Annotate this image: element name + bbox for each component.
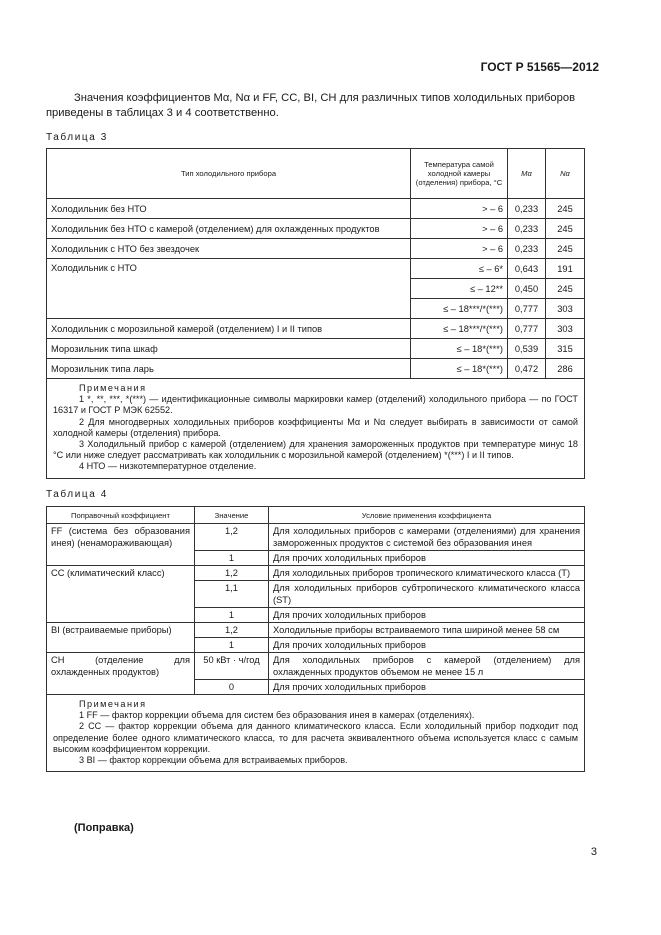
table-row — [47, 199, 585, 219]
row-temp: > – 6 — [411, 219, 508, 239]
row-temp: > – 6 — [411, 199, 508, 219]
table3-caption: Таблица 3 — [46, 132, 108, 143]
coef-value: 1,2 — [195, 623, 269, 638]
row-m: 0,643 — [508, 259, 546, 279]
col-header-type: Тип холодильного прибора — [47, 149, 411, 199]
row-temp: ≤ – 18***/*(***) — [411, 319, 508, 339]
col-header-m: Mα — [508, 149, 546, 199]
coef-condition: Для прочих холодильных приборов — [269, 638, 585, 653]
row-temp: ≤ – 18*(***) — [411, 359, 508, 379]
table-row — [47, 566, 585, 581]
coef-value: 1,2 — [195, 566, 269, 581]
coef-condition: Для холодильных приборов тропического климатического класса (Т) — [269, 566, 585, 581]
table-row — [47, 339, 585, 359]
note-item: 4 НТО — низкотемпературное отделение. — [79, 461, 257, 472]
note-item: 2 Для многодверных холодильных приборов коэффициенты Mα и Nα следует выбирать в зависимости от самой холодной камеры (отделения) прибора. — [53, 416, 578, 438]
table-row — [47, 259, 585, 279]
row-name: Морозильник типа шкаф — [47, 339, 411, 359]
row-temp: ≤ – 12** — [411, 279, 508, 299]
row-m: 0,233 — [508, 219, 546, 239]
intro-paragraph: Значения коэффициентов Mα, Nα и FF, CC, BI, CH для различных типов холодильных приборов приведены в таблицах 3 и 4 соответственно. — [46, 92, 576, 119]
col-header-coef: Поправочный коэффициент — [47, 507, 195, 524]
table-row — [47, 359, 585, 379]
row-name: Холодильник без НТО — [47, 199, 411, 219]
row-n: 286 — [546, 359, 585, 379]
table-row — [47, 623, 585, 638]
row-n: 245 — [546, 199, 585, 219]
coef-condition: Для прочих холодильных приборов — [269, 680, 585, 695]
coef-name: CH (отделение для охлажденных продуктов) — [47, 653, 195, 695]
row-n: 303 — [546, 299, 585, 319]
coef-value: 50 кВт · ч/год — [195, 653, 269, 680]
note-item: 3 BI — фактор коррекции объема для встраиваемых приборов. — [79, 755, 348, 766]
col-header-value: Значение — [195, 507, 269, 524]
coef-value: 1,2 — [195, 524, 269, 551]
col-header-n: Nα — [546, 149, 585, 199]
row-name: Холодильник с НТО без звездочек — [47, 239, 411, 259]
row-m: 0,233 — [508, 239, 546, 259]
row-m: 0,539 — [508, 339, 546, 359]
row-temp: > – 6 — [411, 239, 508, 259]
coef-condition: Для прочих холодильных приборов — [269, 551, 585, 566]
table-row — [47, 219, 585, 239]
note-item: 1 *, **, ***, *(***) — идентификационные символы маркировки камер (отделений) холодильного прибора — по ГОСТ 16317 и ГОСТ Р МЭК 62552. — [53, 394, 578, 416]
notes-row — [47, 379, 585, 479]
row-name: Холодильник без НТО с камерой (отделением) для охлажденных продуктов — [47, 219, 411, 239]
document-code: ГОСТ Р 51565—2012 — [480, 60, 599, 74]
coef-name: FF (система без образования инея) (ненамораживающая) — [47, 524, 195, 566]
table3-notes — [47, 379, 585, 479]
coef-name: BI (встраиваемые приборы) — [47, 623, 195, 653]
row-m: 0,233 — [508, 199, 546, 219]
note-item: 3 Холодильный прибор с камерой (отделением) для хранения замороженных продуктов при температуре минус 18 °С или ниже следует рассматривать как холодильник с морозильной камерой (отделением) *(***) I и II типов. — [53, 439, 578, 461]
table-row — [47, 524, 585, 551]
notes-title: Примечания — [79, 383, 147, 393]
table4-caption: Таблица 4 — [46, 489, 108, 500]
table-3 — [46, 148, 585, 479]
coef-condition: Для холодильных приборов субтропического климатического класса (ST) — [269, 581, 585, 608]
coef-value: 1,1 — [195, 581, 269, 608]
coef-condition: Для холодильных приборов с камерами (отделениями) для хранения замороженных продуктов с системой без образования инея — [269, 524, 585, 551]
row-n: 303 — [546, 319, 585, 339]
notes-row — [47, 695, 585, 772]
notes-title: Примечания — [79, 699, 147, 709]
page-number: 3 — [590, 846, 597, 858]
row-n: 315 — [546, 339, 585, 359]
row-name: Холодильник с морозильной камерой (отделением) I и II типов — [47, 319, 411, 339]
row-temp: ≤ – 18*(***) — [411, 339, 508, 359]
coef-value: 1 — [195, 551, 269, 566]
note-item: 1 FF — фактор коррекции объема для систем без образования инея в камерах (отделениях). — [79, 710, 475, 721]
note-item: 2 CC — фактор коррекции объема для данного климатического класса. Если холодильный прибор подходит под определение более одного климатического класса, то для расчета эквивалентного объема используется класс с самым высоким коэффициентом коррекции. — [53, 721, 578, 754]
row-temp: ≤ – 18***/*(***) — [411, 299, 508, 319]
coef-value: 1 — [195, 608, 269, 623]
table-row — [47, 653, 585, 680]
row-m: 0,472 — [508, 359, 546, 379]
coef-condition: Для прочих холодильных приборов — [269, 608, 585, 623]
amendment-label: (Поправка) — [74, 822, 134, 834]
coef-value: 0 — [195, 680, 269, 695]
table-4 — [46, 506, 585, 772]
row-n: 245 — [546, 279, 585, 299]
table4-notes — [47, 695, 585, 772]
row-n: 191 — [546, 259, 585, 279]
row-name: Морозильник типа ларь — [47, 359, 411, 379]
col-header-cond: Условие применения коэффициента — [269, 507, 585, 524]
table-row — [47, 239, 585, 259]
row-m: 0,777 — [508, 299, 546, 319]
row-n: 245 — [546, 219, 585, 239]
row-m: 0,450 — [508, 279, 546, 299]
row-n: 245 — [546, 239, 585, 259]
row-m: 0,777 — [508, 319, 546, 339]
table-row — [47, 319, 585, 339]
coef-condition: Холодильные приборы встраиваемого типа шириной менее 58 см — [269, 623, 585, 638]
coef-condition: Для холодильных приборов с камерой (отделением) для охлажденных продуктов объемом не менее 15 л — [269, 653, 585, 680]
row-name: Холодильник с НТО — [47, 259, 411, 319]
row-temp: ≤ – 6* — [411, 259, 508, 279]
col-header-temp: Температура самой холодной камеры (отделения) прибора, °С — [411, 149, 508, 199]
coef-name: CC (климатический класс) — [47, 566, 195, 623]
coef-value: 1 — [195, 638, 269, 653]
